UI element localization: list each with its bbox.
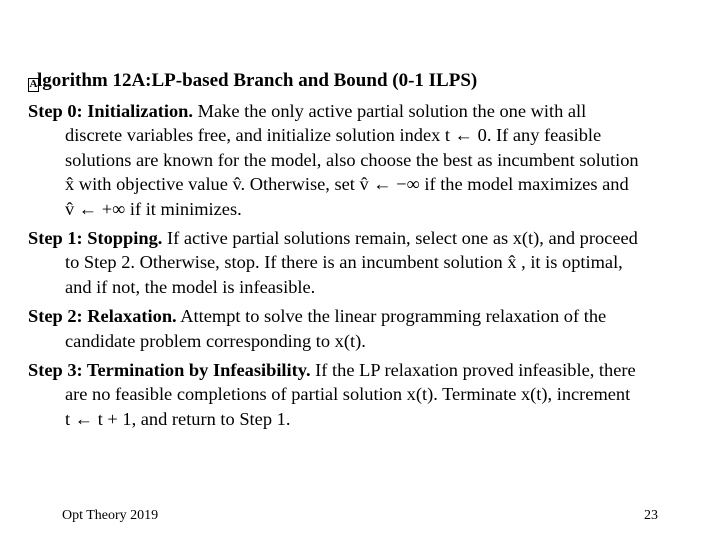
slide-title	[28, 70, 477, 92]
step-0-line-5: v̂ ← +∞ if it minimizes.	[65, 198, 242, 219]
step-2-line-1: Attempt to solve the linear programming relaxation of the	[180, 306, 607, 327]
step-1-line-2: to Step 2. Otherwise, stop. If there is an incumbent solution x̂ , it is optimal,	[65, 252, 623, 273]
step-3	[28, 358, 698, 431]
step-1-first-line	[28, 226, 698, 250]
step-3-first-line	[28, 358, 698, 382]
slide-title-text: lgorithm 12A:LP-based Branch and Bound (0-1 ILPS)	[37, 70, 478, 91]
step-3-line-2: are no feasible completions of partial solution x(t). Terminate x(t), increment	[65, 384, 631, 405]
step-2-first-line	[28, 304, 698, 328]
step-0-first-line	[28, 99, 698, 123]
step-1-label: Step 1: Stopping.	[28, 228, 163, 249]
footer-page-number: 23	[644, 508, 658, 523]
step-1	[28, 226, 698, 299]
step-0-line-4: x̂ with objective value v̂. Otherwise, set v̂ ← −∞ if the model maximizes and	[65, 174, 629, 195]
footer-course: Opt Theory 2019	[62, 508, 159, 523]
step-2-line-2: candidate problem corresponding to x(t).	[65, 330, 366, 351]
step-2	[28, 304, 698, 353]
step-3-label: Step 3: Termination by Infeasibility.	[28, 360, 311, 381]
step-0-line-2: discrete variables free, and initialize solution index t ← 0. If any feasible	[65, 125, 602, 146]
step-0-line-3: solutions are known for the model, also choose the best as incumbent solution	[65, 149, 639, 170]
step-2-label: Step 2: Relaxation.	[28, 306, 177, 327]
missing-glyph-icon: A	[29, 78, 38, 90]
step-1-line-3: and if not, the model is infeasible.	[65, 276, 316, 297]
step-0	[28, 99, 698, 221]
step-1-line-1: If active partial solutions remain, select one as x(t), and proceed	[167, 228, 638, 249]
step-0-label: Step 0: Initialization.	[28, 101, 194, 121]
step-0-line-1: Make the only active partial solution the one with all	[197, 101, 587, 121]
step-3-line-1: If the LP relaxation proved infeasible, there	[315, 360, 636, 381]
step-3-line-3: t ← t + 1, and return to Step 1.	[65, 408, 291, 429]
algorithm-steps	[28, 99, 698, 436]
